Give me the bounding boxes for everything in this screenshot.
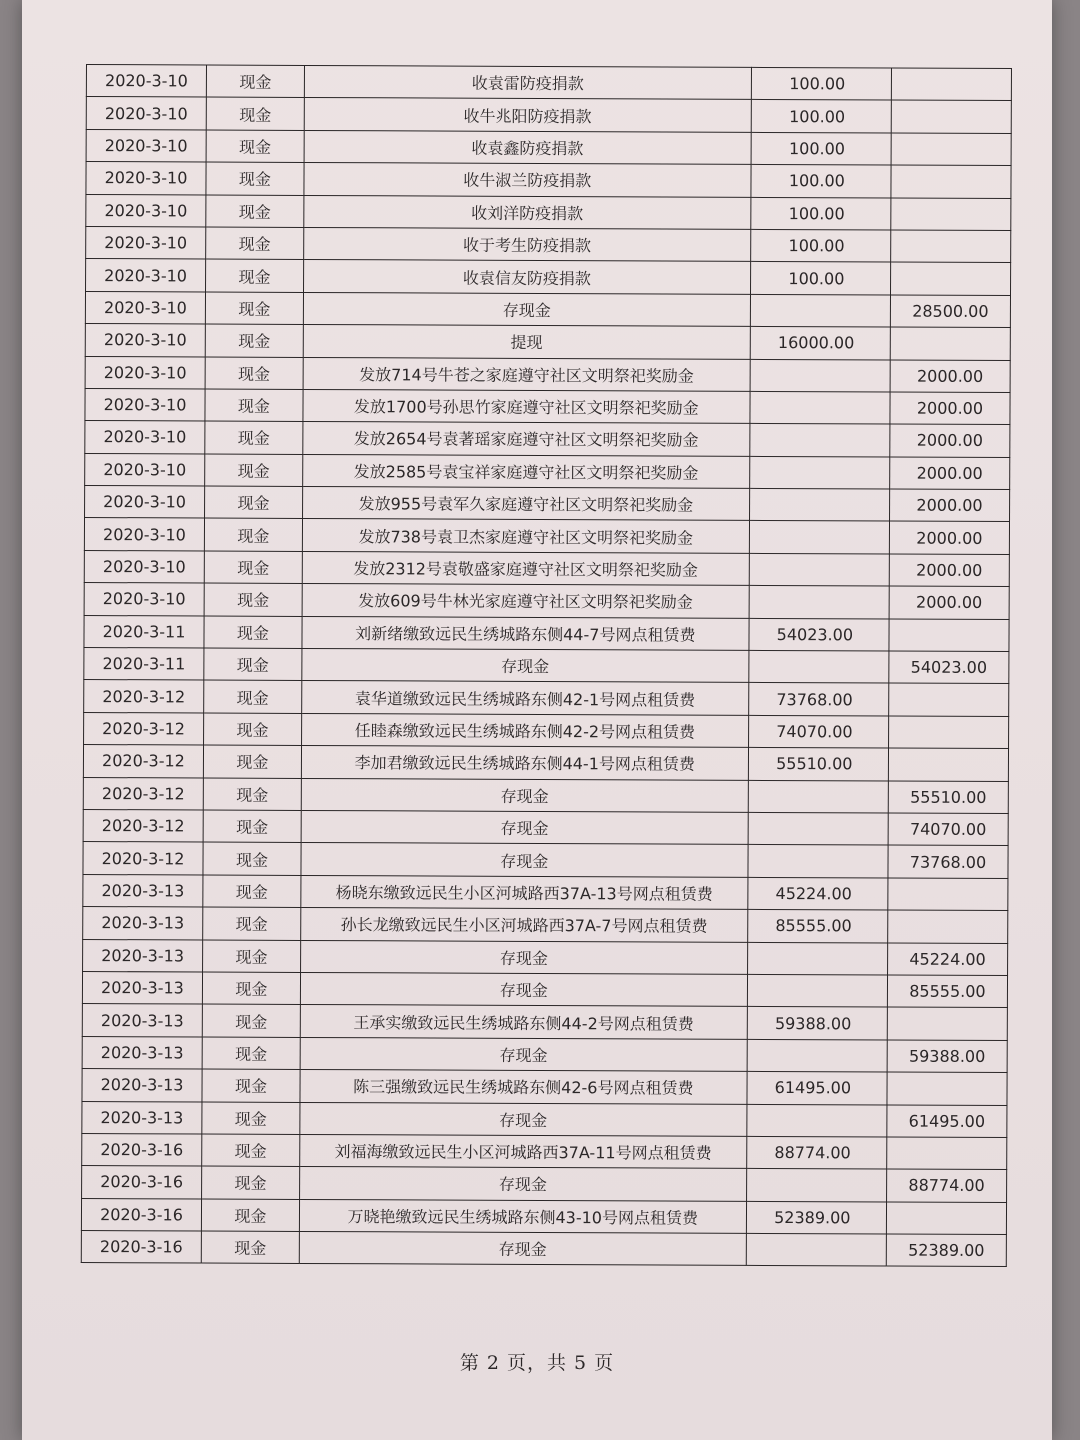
cell-type: 现金 <box>201 1231 299 1264</box>
cell-debit-amount: 52389.00 <box>746 1201 886 1234</box>
cell-description: 杨晓东缴致远民生小区河城路西37A-13号网点租赁费 <box>301 875 748 909</box>
cell-credit-amount <box>887 1072 1007 1105</box>
table-row <box>85 388 1010 424</box>
cell-date: 2020-3-13 <box>82 1036 202 1069</box>
cell-date: 2020-3-10 <box>85 453 205 486</box>
table-row <box>85 453 1010 489</box>
cell-date: 2020-3-10 <box>86 97 206 130</box>
cell-type: 现金 <box>205 357 303 390</box>
cell-description: 发放1700号孙思竹家庭遵守社区文明祭祀奖励金 <box>303 389 750 423</box>
cell-debit-amount <box>747 974 887 1007</box>
cell-credit-amount <box>891 68 1011 101</box>
cell-debit-amount <box>750 391 890 424</box>
cell-debit-amount: 100.00 <box>751 100 891 133</box>
cell-type: 现金 <box>204 713 302 746</box>
cell-description: 发放955号袁军久家庭遵守社区文明祭祀奖励金 <box>302 487 749 521</box>
cell-date: 2020-3-10 <box>86 65 206 98</box>
table-row <box>83 777 1008 813</box>
cell-debit-amount <box>746 1233 886 1266</box>
cell-description: 收刘洋防疫捐款 <box>304 195 751 229</box>
cell-debit-amount <box>750 359 890 392</box>
cell-date: 2020-3-10 <box>86 129 206 162</box>
cell-debit-amount: 16000.00 <box>750 327 890 360</box>
table-row <box>83 842 1008 878</box>
cell-debit-amount <box>747 942 887 975</box>
cell-debit-amount <box>748 812 888 845</box>
cell-description: 发放2312号袁敬盛家庭遵守社区文明祭祀奖励金 <box>302 551 749 585</box>
table-row <box>85 324 1010 360</box>
cell-debit-amount: 100.00 <box>751 67 891 100</box>
table-row <box>84 518 1009 554</box>
cell-description: 刘福海缴致远民生小区河城路西37A-11号网点租赁费 <box>300 1134 747 1168</box>
cell-type: 现金 <box>205 324 303 357</box>
ledger-table <box>81 64 1012 1267</box>
table-row <box>83 907 1008 943</box>
cell-credit-amount <box>888 878 1008 911</box>
cell-date: 2020-3-12 <box>84 680 204 713</box>
cell-type: 现金 <box>202 1166 300 1199</box>
cell-date: 2020-3-10 <box>84 550 204 583</box>
table-row <box>85 356 1010 392</box>
table-row <box>84 615 1009 651</box>
cell-date: 2020-3-10 <box>86 194 206 227</box>
cell-credit-amount <box>890 262 1010 295</box>
cell-type: 现金 <box>203 842 301 875</box>
cell-debit-amount: 100.00 <box>751 197 891 230</box>
cell-credit-amount: 61495.00 <box>887 1105 1007 1138</box>
cell-credit-amount <box>887 1137 1007 1170</box>
cell-description: 存现金 <box>302 648 749 682</box>
cell-credit-amount: 2000.00 <box>890 424 1010 457</box>
cell-date: 2020-3-13 <box>83 874 203 907</box>
cell-credit-amount: 45224.00 <box>887 943 1007 976</box>
cell-credit-amount: 2000.00 <box>890 457 1010 490</box>
cell-debit-amount <box>747 1039 887 1072</box>
cell-credit-amount <box>886 1202 1006 1235</box>
cell-description: 存现金 <box>300 972 747 1006</box>
cell-description: 发放609号牛林光家庭遵守社区文明祭祀奖励金 <box>302 584 749 618</box>
cell-debit-amount <box>746 1169 886 1202</box>
cell-type: 现金 <box>206 65 304 98</box>
cell-description: 存现金 <box>300 1102 747 1136</box>
cell-credit-amount <box>889 619 1009 652</box>
document-page <box>22 0 1052 1440</box>
cell-credit-amount: 2000.00 <box>890 360 1010 393</box>
cell-type: 现金 <box>203 810 301 843</box>
cell-description: 提现 <box>303 325 750 359</box>
cell-description: 存现金 <box>301 843 748 877</box>
cell-description: 李加君缴致远民生绣城路东侧44-1号网点租赁费 <box>301 746 748 780</box>
cell-credit-amount: 88774.00 <box>886 1169 1006 1202</box>
cell-type: 现金 <box>206 195 304 228</box>
cell-date: 2020-3-10 <box>85 486 205 519</box>
table-row <box>84 583 1009 619</box>
cell-credit-amount <box>888 910 1008 943</box>
cell-description: 存现金 <box>299 1167 746 1201</box>
cell-debit-amount: 54023.00 <box>749 618 889 651</box>
cell-type: 现金 <box>202 1037 300 1070</box>
cell-credit-amount: 2000.00 <box>889 521 1009 554</box>
cell-debit-amount <box>750 294 890 327</box>
cell-date: 2020-3-10 <box>84 518 204 551</box>
cell-credit-amount <box>891 133 1011 166</box>
cell-type: 现金 <box>202 1134 300 1167</box>
cell-debit-amount <box>749 553 889 586</box>
cell-date: 2020-3-16 <box>81 1198 201 1231</box>
cell-debit-amount: 45224.00 <box>748 877 888 910</box>
cell-credit-amount: 2000.00 <box>889 489 1009 522</box>
cell-credit-amount <box>887 1007 1007 1040</box>
table-row <box>84 648 1009 684</box>
cell-debit-amount: 59388.00 <box>747 1007 887 1040</box>
cell-type: 现金 <box>202 1004 300 1037</box>
cell-date: 2020-3-16 <box>82 1166 202 1199</box>
table-row <box>83 809 1008 845</box>
cell-type: 现金 <box>204 680 302 713</box>
cell-date: 2020-3-10 <box>85 356 205 389</box>
cell-debit-amount <box>749 586 889 619</box>
cell-date: 2020-3-10 <box>86 226 206 259</box>
table-row <box>84 550 1009 586</box>
cell-credit-amount <box>891 198 1011 231</box>
cell-type: 现金 <box>203 907 301 940</box>
cell-type: 现金 <box>201 1199 299 1232</box>
cell-credit-amount <box>891 165 1011 198</box>
cell-credit-amount: 2000.00 <box>890 392 1010 425</box>
cell-description: 存现金 <box>300 940 747 974</box>
cell-debit-amount <box>749 521 889 554</box>
cell-type: 现金 <box>205 292 303 325</box>
table-row <box>86 259 1011 295</box>
page-number: 第 2 页，共 5 页 <box>459 1352 615 1374</box>
cell-description: 袁华道缴致远民生绣城路东侧42-1号网点租赁费 <box>302 681 749 715</box>
cell-debit-amount: 55510.00 <box>748 748 888 781</box>
cell-type: 现金 <box>205 389 303 422</box>
cell-date: 2020-3-11 <box>84 648 204 681</box>
cell-type: 现金 <box>204 648 302 681</box>
cell-date: 2020-3-10 <box>86 162 206 195</box>
cell-description: 存现金 <box>303 292 750 326</box>
cell-type: 现金 <box>205 486 303 519</box>
table-row <box>82 971 1007 1007</box>
cell-type: 现金 <box>203 778 301 811</box>
cell-description: 发放738号袁卫杰家庭遵守社区文明祭祀奖励金 <box>302 519 749 553</box>
cell-debit-amount <box>749 456 889 489</box>
cell-description: 收牛兆阳防疫捐款 <box>304 98 751 132</box>
cell-description: 收袁信友防疫捐款 <box>303 260 750 294</box>
cell-type: 现金 <box>202 972 300 1005</box>
cell-debit-amount: 100.00 <box>750 262 890 295</box>
table-row <box>82 1133 1007 1169</box>
cell-description: 存现金 <box>301 810 748 844</box>
cell-description: 存现金 <box>299 1232 746 1266</box>
cell-description: 发放714号牛苍之家庭遵守社区文明祭祀奖励金 <box>303 357 750 391</box>
table-row <box>86 194 1011 230</box>
cell-credit-amount: 28500.00 <box>890 295 1010 328</box>
cell-date: 2020-3-13 <box>82 1101 202 1134</box>
cell-date: 2020-3-13 <box>83 907 203 940</box>
cell-debit-amount: 61495.00 <box>747 1072 887 1105</box>
cell-date: 2020-3-10 <box>84 583 204 616</box>
cell-date: 2020-3-12 <box>83 777 203 810</box>
cell-date: 2020-3-10 <box>85 324 205 357</box>
cell-credit-amount: 85555.00 <box>887 975 1007 1008</box>
cell-credit-amount: 55510.00 <box>888 781 1008 814</box>
cell-type: 现金 <box>203 875 301 908</box>
ledger-body <box>81 65 1011 1267</box>
cell-date: 2020-3-13 <box>82 1069 202 1102</box>
table-row <box>83 874 1008 910</box>
cell-type: 现金 <box>204 583 302 616</box>
cell-credit-amount: 59388.00 <box>887 1040 1007 1073</box>
cell-description: 王承实缴致远民生绣城路东侧44-2号网点租赁费 <box>300 1005 747 1039</box>
cell-credit-amount <box>891 100 1011 133</box>
cell-credit-amount <box>888 748 1008 781</box>
cell-debit-amount <box>750 424 890 457</box>
cell-description: 孙长龙缴致远民生小区河城路西37A-7号网点租赁费 <box>301 908 748 942</box>
table-row <box>82 1004 1007 1040</box>
cell-credit-amount <box>888 716 1008 749</box>
cell-description: 收牛淑兰防疫捐款 <box>304 163 751 197</box>
cell-debit-amount <box>749 650 889 683</box>
table-row <box>84 680 1009 716</box>
cell-type: 现金 <box>204 518 302 551</box>
table-row <box>81 1231 1006 1267</box>
cell-date: 2020-3-12 <box>83 809 203 842</box>
cell-date: 2020-3-12 <box>83 842 203 875</box>
cell-date: 2020-3-16 <box>82 1133 202 1166</box>
cell-type: 现金 <box>203 940 301 973</box>
cell-type: 现金 <box>206 227 304 260</box>
cell-debit-amount: 85555.00 <box>747 910 887 943</box>
cell-date: 2020-3-10 <box>85 291 205 324</box>
cell-description: 存现金 <box>301 778 748 812</box>
table-row <box>86 226 1011 262</box>
table-row <box>83 745 1008 781</box>
cell-type: 现金 <box>205 421 303 454</box>
cell-type: 现金 <box>206 259 304 292</box>
table-row <box>85 486 1010 522</box>
table-row <box>85 421 1010 457</box>
table-row <box>82 1036 1007 1072</box>
table-row <box>81 1198 1006 1234</box>
table-row <box>84 712 1009 748</box>
cell-debit-amount: 100.00 <box>751 165 891 198</box>
cell-debit-amount: 100.00 <box>751 132 891 165</box>
cell-debit-amount: 88774.00 <box>746 1136 886 1169</box>
table-row <box>86 129 1011 165</box>
cell-debit-amount <box>749 488 889 521</box>
cell-type: 现金 <box>204 616 302 649</box>
cell-date: 2020-3-12 <box>83 745 203 778</box>
table-row <box>86 65 1011 101</box>
cell-description: 收于考生防疫捐款 <box>304 227 751 261</box>
cell-debit-amount: 100.00 <box>750 229 890 262</box>
table-row <box>86 162 1011 198</box>
table-row <box>83 939 1008 975</box>
cell-credit-amount: 2000.00 <box>889 586 1009 619</box>
cell-description: 收袁鑫防疫捐款 <box>304 130 751 164</box>
cell-date: 2020-3-10 <box>85 421 205 454</box>
cell-date: 2020-3-12 <box>84 712 204 745</box>
cell-type: 现金 <box>202 1069 300 1102</box>
cell-description: 发放2654号袁著瑶家庭遵守社区文明祭祀奖励金 <box>303 422 750 456</box>
cell-description: 发放2585号袁宝祥家庭遵守社区文明祭祀奖励金 <box>303 454 750 488</box>
cell-type: 现金 <box>204 551 302 584</box>
cell-date: 2020-3-11 <box>84 615 204 648</box>
cell-debit-amount <box>748 780 888 813</box>
cell-debit-amount: 74070.00 <box>748 715 888 748</box>
cell-description: 陈三强缴致远民生绣城路东侧42-6号网点租赁费 <box>300 1070 747 1104</box>
cell-debit-amount: 73768.00 <box>748 683 888 716</box>
cell-type: 现金 <box>202 1102 300 1135</box>
cell-date: 2020-3-13 <box>82 971 202 1004</box>
cell-credit-amount: 54023.00 <box>889 651 1009 684</box>
table-row <box>86 97 1011 133</box>
cell-debit-amount <box>748 845 888 878</box>
cell-type: 现金 <box>206 97 304 130</box>
cell-type: 现金 <box>206 162 304 195</box>
cell-debit-amount <box>747 1104 887 1137</box>
cell-credit-amount <box>890 327 1010 360</box>
cell-credit-amount: 73768.00 <box>888 845 1008 878</box>
cell-credit-amount <box>891 230 1011 263</box>
cell-type: 现金 <box>206 130 304 163</box>
cell-date: 2020-3-16 <box>81 1231 201 1264</box>
cell-credit-amount <box>889 683 1009 716</box>
cell-date: 2020-3-10 <box>85 388 205 421</box>
cell-description: 万晓艳缴致远民生绣城路东侧43-10号网点租赁费 <box>299 1199 746 1233</box>
cell-credit-amount: 74070.00 <box>888 813 1008 846</box>
table-row <box>85 291 1010 327</box>
cell-type: 现金 <box>203 745 301 778</box>
cell-type: 现金 <box>205 454 303 487</box>
cell-date: 2020-3-10 <box>86 259 206 292</box>
cell-description: 存现金 <box>300 1037 747 1071</box>
table-row <box>82 1166 1007 1202</box>
table-row <box>82 1069 1007 1105</box>
cell-description: 收袁雷防疫捐款 <box>304 65 751 99</box>
cell-date: 2020-3-13 <box>82 1004 202 1037</box>
cell-description: 任睦森缴致远民生绣城路东侧42-2号网点租赁费 <box>301 713 748 747</box>
cell-credit-amount: 2000.00 <box>889 554 1009 587</box>
cell-credit-amount: 52389.00 <box>886 1234 1006 1267</box>
cell-description: 刘新绪缴致远民生绣城路东侧44-7号网点租赁费 <box>302 616 749 650</box>
table-row <box>82 1101 1007 1137</box>
cell-date: 2020-3-13 <box>83 939 203 972</box>
